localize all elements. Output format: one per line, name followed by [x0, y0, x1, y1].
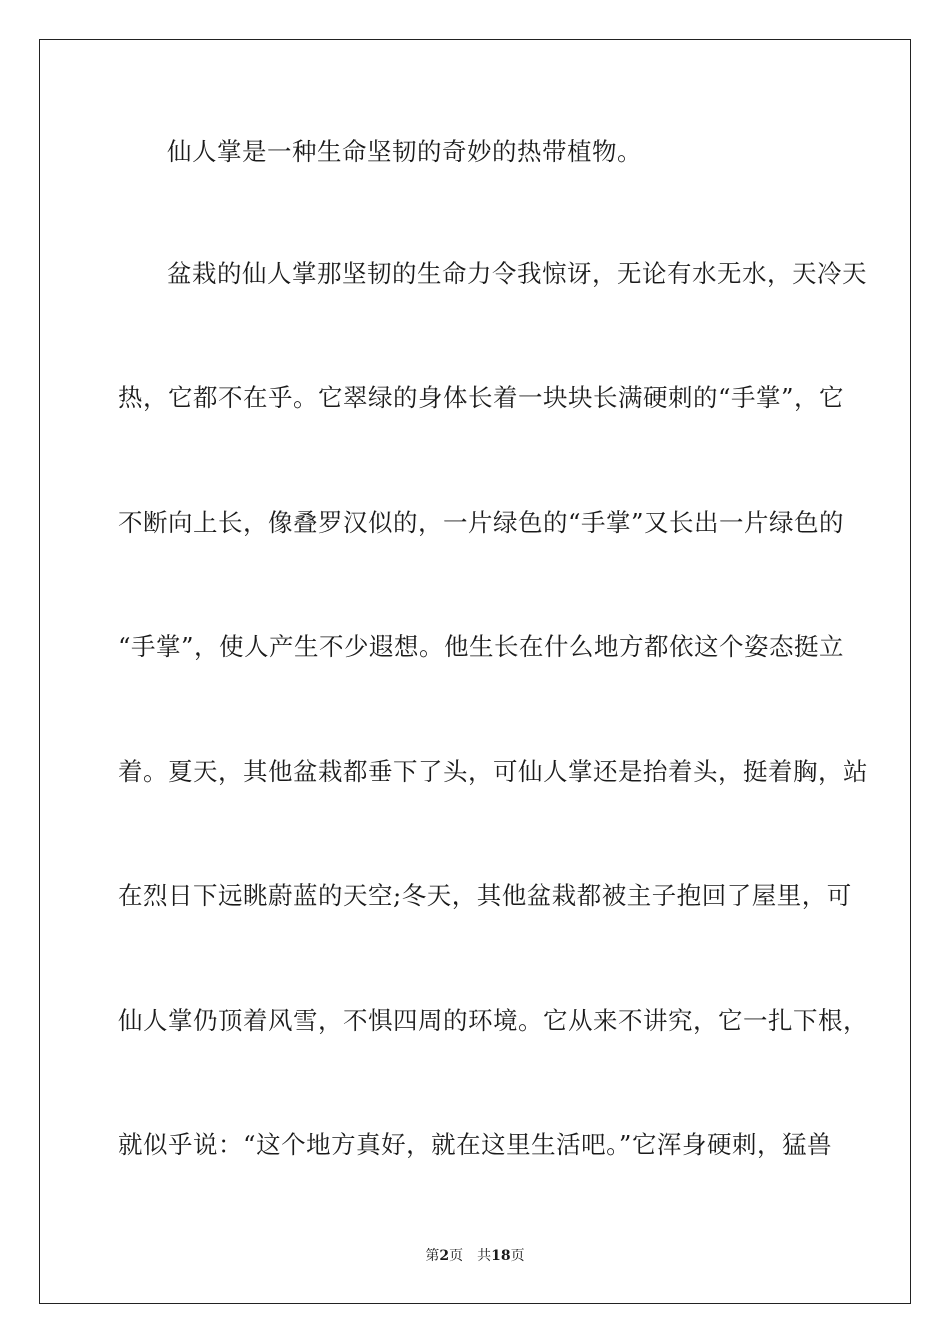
- paragraph-line-9: 就似乎说：“这个地方真好，就在这里生活吧。”它浑身硬刺，猛兽: [118, 1130, 832, 1159]
- paragraph-line-1: 仙人掌是一种生命坚韧的奇妙的热带植物。: [167, 137, 642, 166]
- page-number: 2: [439, 1248, 450, 1264]
- page-suffix: 页: [449, 1248, 464, 1264]
- total-suffix: 页: [510, 1248, 525, 1264]
- page-footer: [0, 1247, 950, 1265]
- paragraph-line-5: “手掌”，使人产生不少遐想。他生长在什么地方都依这个姿态挺立: [118, 632, 845, 661]
- paragraph-line-7: 在烈日下远眺蔚蓝的天空;冬天，其他盆栽都被主子抱回了屋里，可: [118, 881, 852, 910]
- paragraph-line-3: 热，它都不在乎。它翠绿的身体长着一块块长满硬刺的“手掌”，它: [118, 383, 845, 412]
- paragraph-line-6: 着。夏天，其他盆栽都垂下了头，可仙人掌还是抬着头，挺着胸，站: [118, 757, 868, 786]
- total-pages: 18: [491, 1248, 511, 1264]
- page-prefix: 第: [425, 1248, 440, 1264]
- paragraph-line-2: 盆栽的仙人掌那坚韧的生命力令我惊讶，无论有水无水，天冷天: [167, 259, 867, 288]
- paragraph-line-4: 不断向上长，像叠罗汉似的，一片绿色的“手掌”又长出一片绿色的: [118, 508, 845, 537]
- paragraph-line-8: 仙人掌仍顶着风雪，不惧四周的环境。它从来不讲究，它一扎下根，: [118, 1006, 868, 1035]
- total-prefix: 共: [477, 1248, 492, 1264]
- page-border: [39, 39, 911, 1304]
